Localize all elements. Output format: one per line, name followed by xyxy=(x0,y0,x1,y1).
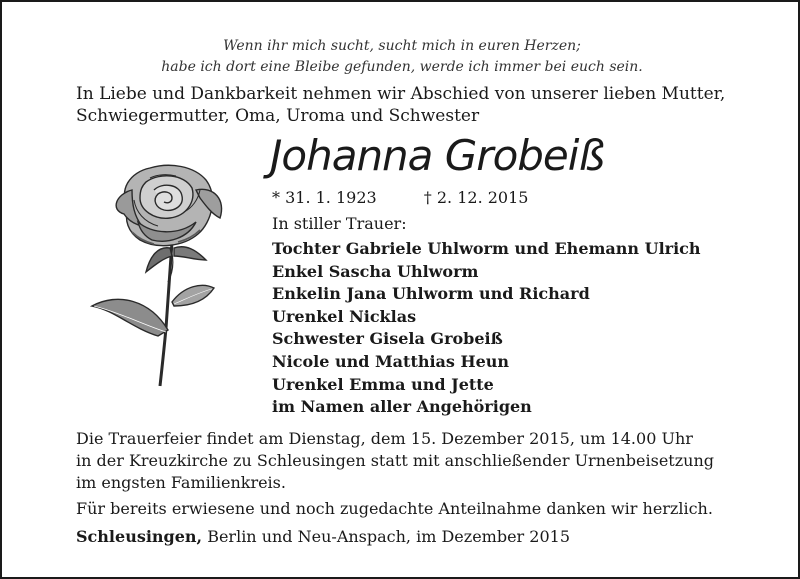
intro-line: In Liebe und Dankbarkeit nehmen wir Abschied von unserer lieben Mutter, xyxy=(76,84,726,104)
motto-verse xyxy=(2,36,800,78)
mourning-label: In stiller Trauer: xyxy=(272,214,407,233)
ceremony-line: im engsten Familienkreis. xyxy=(76,473,286,492)
life-dates xyxy=(272,186,528,210)
rose-icon xyxy=(92,165,222,386)
ceremony-text xyxy=(76,428,714,494)
mourner-entry: im Namen aller Angehörigen xyxy=(272,397,532,417)
mourner-entry: Tochter Gabriele Uhlworm und Ehemann Ulrich xyxy=(272,239,701,258)
motto-line: habe ich dort eine Bleibe gefunden, werde ich immer bei euch sein. xyxy=(161,59,643,75)
mourner-entry: Schwester Gisela Grobeiß xyxy=(272,329,503,349)
intro-text xyxy=(76,83,725,127)
mourner-entry: Enkelin Jana Uhlworm und Richard xyxy=(272,284,590,304)
deceased-name: Johanna Grobeiß xyxy=(270,131,604,180)
mourner-entry: Urenkel Nicklas xyxy=(272,306,417,326)
rose-illustration xyxy=(88,160,238,388)
closing-line xyxy=(76,526,570,548)
birth-date: * 31. 1. 1923 xyxy=(272,188,377,207)
motto-line: Wenn ihr mich sucht, sucht mich in euren Herzen; xyxy=(223,38,581,54)
intro-line: Schwiegermutter, Oma, Uroma und Schwester xyxy=(76,106,480,126)
death-date: † 2. 12. 2015 xyxy=(423,188,529,207)
ceremony-line: Die Trauerfeier findet am Dienstag, dem 15. Dezember 2015, um 14.00 Uhr xyxy=(76,429,693,448)
thanks-text: Für bereits erwiesene und noch zugedachte Anteilnahme danken wir herzlich. xyxy=(76,499,713,518)
ceremony-line: in der Kreuzkirche zu Schleusingen statt mit anschließender Urnenbeisetzung xyxy=(76,451,714,470)
closing-rest: Berlin und Neu-Anspach, im Dezember 2015 xyxy=(202,527,571,546)
closing-place: Schleusingen, xyxy=(76,527,203,546)
mourners-list xyxy=(272,238,701,419)
mourner-entry: Enkel Sascha Uhlworm xyxy=(272,261,479,281)
mourner-entry: Nicole und Matthias Heun xyxy=(272,351,510,371)
mourner-entry: Urenkel Emma und Jette xyxy=(272,374,494,394)
